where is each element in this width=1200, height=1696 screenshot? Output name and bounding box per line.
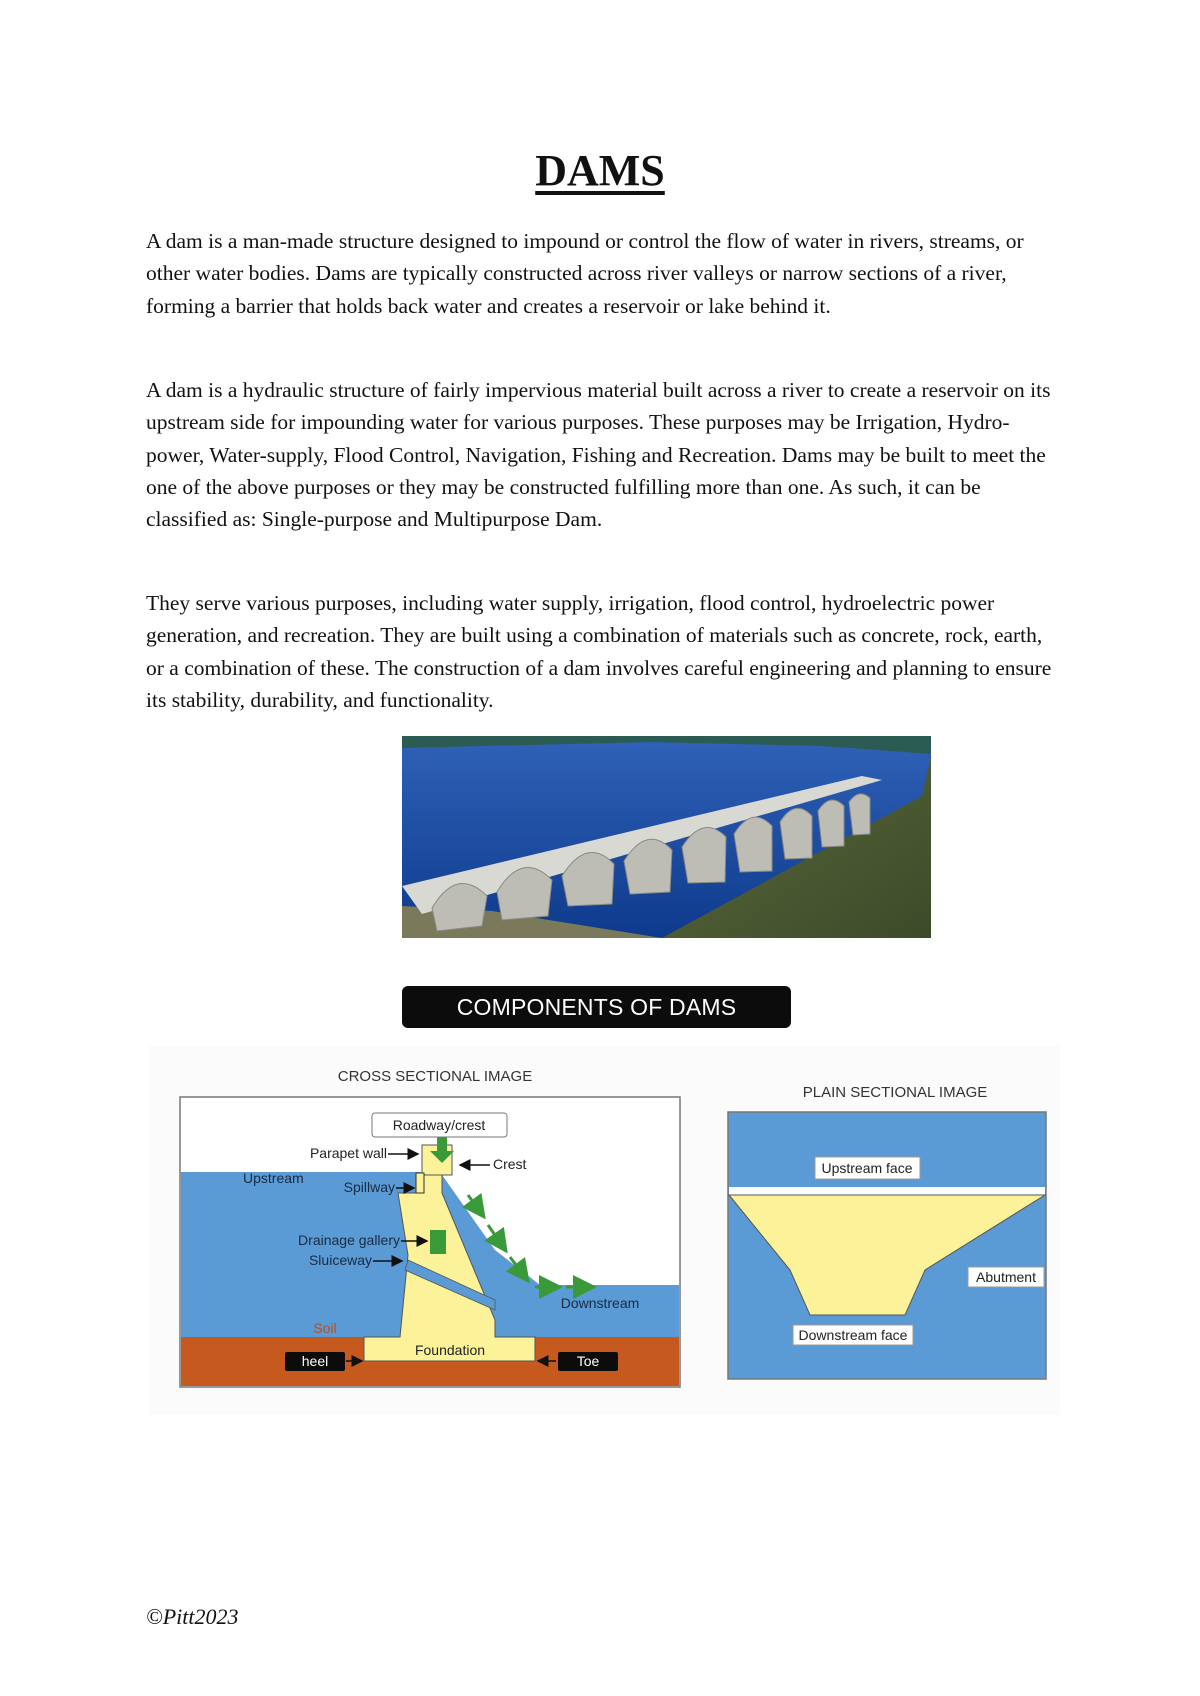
soil-label: Soil bbox=[313, 1320, 337, 1336]
page-title: DAMS bbox=[535, 146, 665, 195]
plain-section-title: PLAIN SECTIONAL IMAGE bbox=[802, 1084, 988, 1101]
heel-label: heel bbox=[301, 1353, 329, 1369]
crest-label: Crest bbox=[493, 1156, 527, 1172]
dam-components-diagram bbox=[150, 1045, 1060, 1415]
paragraph-purposes: They serve various purposes, including water supply, irrigation, flood control, hydroelectric power generation, and recreation. They are built using a combination of materials such as concrete, rock, earth, or a combination of these. The construction of a dam involves careful engineering and planning to ensure its stability, durability, and functionality. bbox=[146, 591, 1052, 712]
toe-label: Toe bbox=[576, 1353, 600, 1369]
downstream-face-label: Downstream face bbox=[798, 1327, 908, 1343]
downstream-label: Downstream bbox=[560, 1295, 640, 1311]
upstream-label: Upstream bbox=[243, 1170, 304, 1186]
spillway-label: Spillway bbox=[343, 1179, 395, 1195]
upstream-face-label: Upstream face bbox=[821, 1160, 913, 1176]
cross-section-title: CROSS SECTIONAL IMAGE bbox=[337, 1068, 533, 1085]
copyright-footer: ©Pitt2023 bbox=[146, 1604, 239, 1629]
plain-section-diagram bbox=[728, 1084, 1046, 1379]
paragraph-definition: A dam is a man-made structure designed to impound or control the flow of water in rivers, streams, or other water bodies. Dams are typically constructed across river valleys or narrow sections of a river, forming a barrier that holds back water and creates a reservoir or lake behind it. bbox=[146, 229, 1024, 318]
dam-photo bbox=[402, 736, 931, 938]
roadway-crest-label: Roadway/crest bbox=[392, 1117, 486, 1133]
drainage-gallery bbox=[430, 1230, 446, 1254]
sluiceway-label: Sluiceway bbox=[308, 1252, 372, 1268]
paragraph-hydraulic-structure: A dam is a hydraulic structure of fairly impervious material built across a river to create a reservoir on its upstream side for impounding water for various purposes. These purposes may be Irrigation, Hydro-power, Water-supply, Flood Control, Navigation, Fishing and Recreation. Dams may be built to meet the one of the above purposes or they may be constructed fulfilling more than one. As such, it can be classified as: Single-purpose and Multipurpose Dam. bbox=[146, 378, 1051, 532]
upstream-water bbox=[181, 1172, 421, 1337]
foundation-label: Foundation bbox=[414, 1342, 486, 1358]
parapet-wall-label: Parapet wall bbox=[309, 1145, 387, 1161]
drainage-gallery-label: Drainage gallery bbox=[298, 1232, 400, 1248]
abutment-label: Abutment bbox=[976, 1269, 1036, 1285]
multiple-arch-dam-illustration bbox=[402, 736, 931, 938]
cross-section-diagram bbox=[180, 1068, 680, 1387]
components-banner: COMPONENTS OF DAMS bbox=[402, 986, 791, 1028]
spillway-channel bbox=[416, 1173, 424, 1193]
